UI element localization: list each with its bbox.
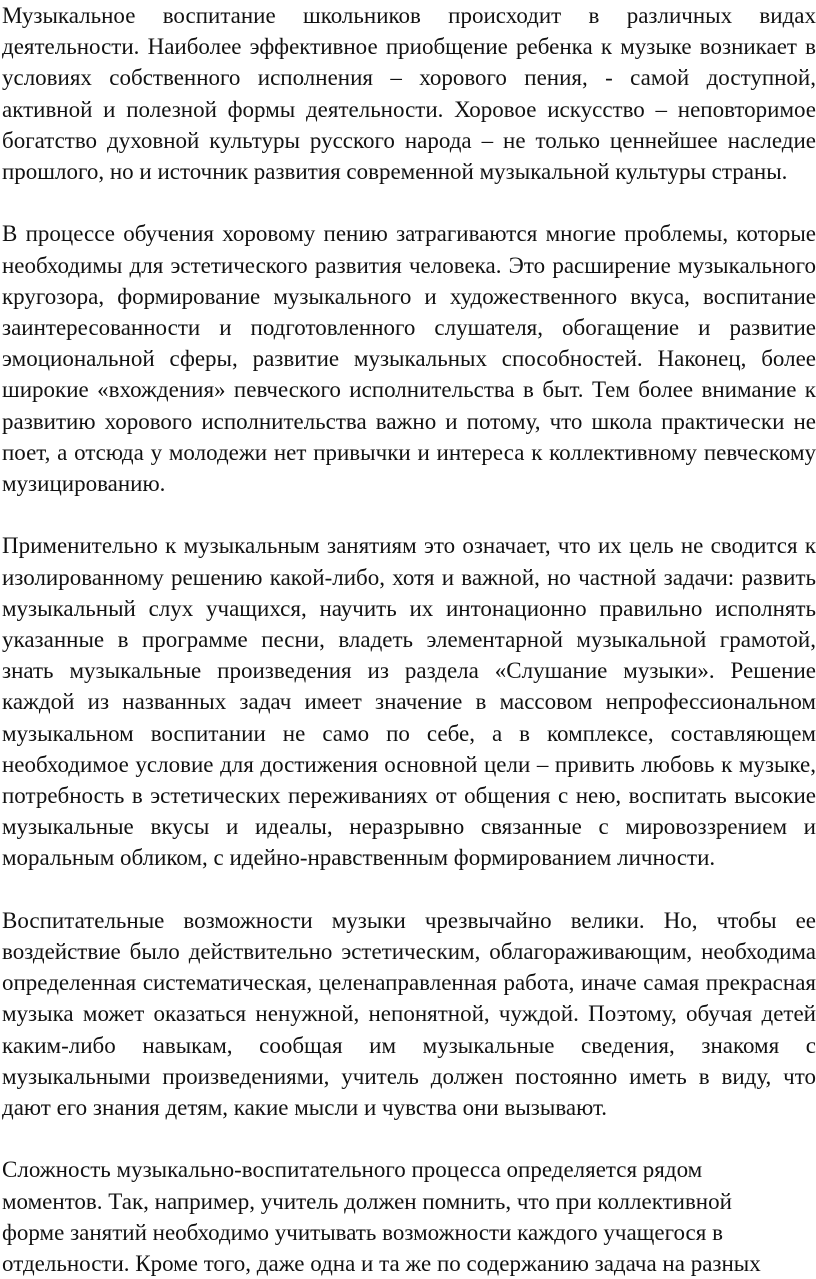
- paragraph-educational-possibilities: Воспитательные возможности музыки чрезвычайно велики. Но, чтобы ее воздействие было действительно эстетическим, облагораживающим, необходима определенная систематическая, целенаправленная работа, иначе самая прекрасная музыка может оказаться ненужной, непонятной, чуждой. Поэтому, обучая детей каким-либо навыкам, сообщая им музыкальные сведения, знакомя с музыкальными произведениями, учитель должен постоянно иметь в виду, что дают его знания детям, какие мысли и чувства они вызывают.: [2, 907, 816, 1121]
- paragraph-music-education: Музыкальное воспитание школьников происходит в различных видах деятельности. Наиболее эффективное приобщение ребенка к музыке возникает в условиях собственного исполнения – хорового пения, - самой доступной, активной и полезной формы деятельности. Хоровое искусство – неповторимое богатство духовной культуры русского народа – не только ценнейшее наследие прошлого, но и источник развития современной музыкальной культуры страны.: [2, 3, 816, 185]
- paragraph-lesson-goals: Применительно к музыкальным занятиям это означает, что их цель не сводится к изолированному решению какой-либо, хотя и важной, но частной задачи: развить музыкальный слух учащихся, научить их интонационно правильно исполнять указанные в программе песни, владеть элементарной музыкальной грамотой, знать музыкальные произведения из раздела «Слушание музыки». Решение каждой из названных задач имеет значение в массовом непрофессиональном музыкальном воспитании не само по себе, а в комплексе, составляющем необходимое условие для достижения основной цели – привить любовь к музыке, потребность в эстетических переживаниях от общения с нею, воспитать высокие музыкальные вкусы и идеалы, неразрывно связанные с мировоззрением и моральным обликом, с идейно-нравственным формированием личности.: [2, 533, 816, 871]
- paragraph-choral-learning: В процессе обучения хоровому пению затрагиваются многие проблемы, которые необходимы для эстетического развития человека. Это расширение музыкального кругозора, формирование музыкального и художественного вкуса, воспитание заинтересованности и подготовленного слушателя, обогащение и развитие эмоциональной сферы, развитие музыкальных способностей. Наконец, более широкие «вхождения» певческого исполнительства в быт. Тем более внимание к развитию хорового исполнительства важно и потому, что школа практически не поет, а отсюда у молодежи нет привычки и интереса к коллективному певческому музицированию.: [2, 221, 816, 497]
- paragraph-process-complexity: Сложность музыкально-воспитательного процесса определяется рядом моментов. Так, например, учитель должен помнить, что при коллективной форме занятий необходимо учитывать возможности каждого учащегося в отдельности. Кроме того, даже одна и та же по содержанию задача на разных: [2, 1157, 761, 1277]
